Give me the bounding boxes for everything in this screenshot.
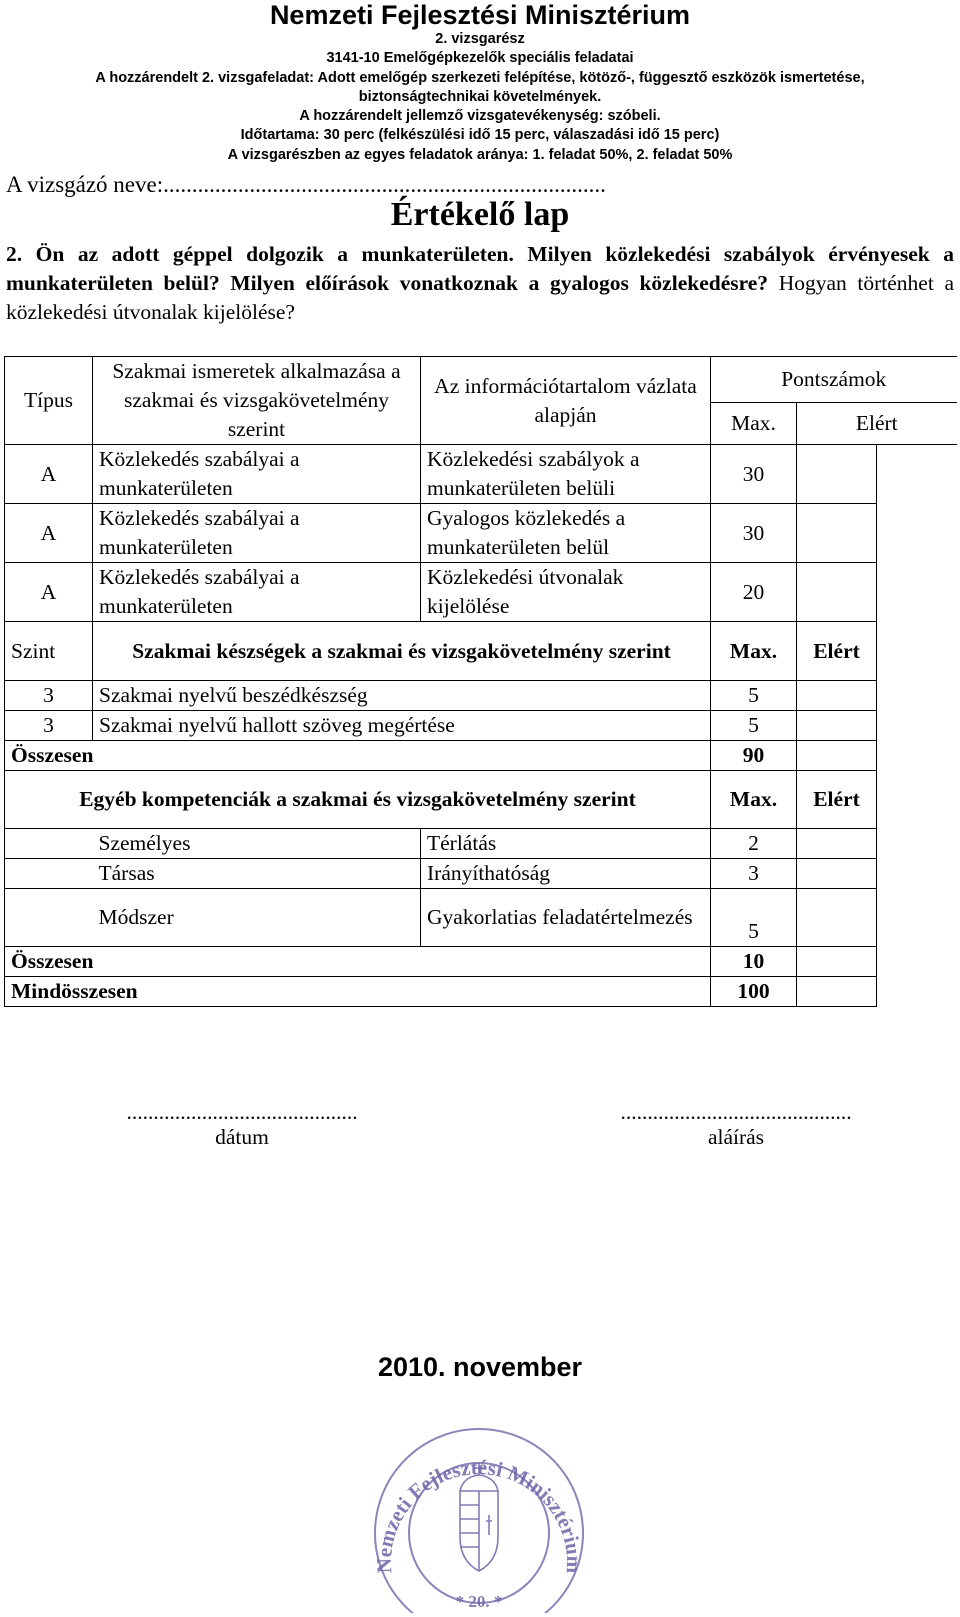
ministry-title: Nemzeti Fejlesztési Minisztérium: [269, 0, 691, 30]
achieved-header: Elért: [797, 771, 877, 829]
ministry-seal-stamp: [368, 1425, 590, 1613]
subtotal-label: Összesen: [5, 947, 711, 977]
subtotal-row: [5, 947, 957, 977]
date-line[interactable]: ...........................................: [126, 1100, 358, 1124]
achieved-score-cell[interactable]: [797, 741, 877, 771]
competence-cell: Térlátás: [421, 829, 711, 859]
table-row: [5, 711, 957, 741]
form-title: Értékelő lap: [390, 196, 570, 233]
competence-header: Egyéb kompetenciák a szakmai és vizsgakövetelmény szerint: [5, 771, 711, 829]
table-row: [5, 859, 957, 889]
seal-ring-text: Nemzeti Fejlesztési Minisztérium: [371, 1455, 587, 1574]
type-header: Típus: [5, 357, 93, 445]
type-cell: A: [5, 445, 93, 504]
table-row: [5, 681, 957, 711]
competence-group-cell: Személyes: [93, 829, 421, 859]
knowledge-header: Szakmai ismeretek alkalmazása a szakmai és vizsgakövetelmény szerint: [93, 357, 421, 445]
achieved-score-cell[interactable]: [797, 977, 877, 1007]
exam-question: [6, 240, 954, 327]
max-score-cell: 20: [711, 563, 797, 622]
header-line: A vizsgarészben az egyes feladatok aránya: 1. feladat 50%, 2. feladat 50%: [227, 146, 733, 163]
achieved-score-cell[interactable]: [797, 947, 877, 977]
max-header: Max.: [711, 771, 797, 829]
skills-header-row: [5, 622, 957, 681]
knowledge-cell: Közlekedés szabályai a munkaterületen: [93, 445, 421, 504]
table-row: [5, 563, 957, 622]
header-line: 3141-10 Emelőgépkezelők speciális feladatai: [326, 50, 634, 67]
level-cell: 3: [5, 711, 93, 741]
header-line: A hozzárendelt 2. vizsgafeladat: Adott emelőgép szerkezeti felépítése, kötöző-, függesztő eszközök ismertetése,: [95, 69, 865, 86]
max-score-cell: 3: [711, 859, 797, 889]
subtotal-label: Összesen: [5, 741, 711, 771]
subtotal-row: [5, 741, 957, 771]
info-cell: Gyalogos közlekedés a munkaterületen belül: [421, 504, 711, 563]
grand-total-value: 100: [711, 977, 797, 1007]
question-normal-text: Hogyan történhet a közlekedési útvonalak kijelölése?: [6, 271, 954, 324]
achieved-score-cell[interactable]: [797, 563, 877, 622]
max-score-cell: 2: [711, 829, 797, 859]
level-header: Szint: [5, 622, 93, 681]
subtotal-value: 10: [711, 947, 797, 977]
achieved-score-cell[interactable]: [797, 711, 877, 741]
info-header: Az információtartalom vázlata alapján: [421, 357, 711, 445]
skill-cell: Szakmai nyelvű beszédkészség: [93, 681, 711, 711]
signature-block: [586, 1100, 886, 1150]
competence-cell: Irányíthatóság: [421, 859, 711, 889]
subtotal-value: 90: [711, 741, 797, 771]
achieved-header: Elért: [797, 403, 957, 445]
competence-group-cell: Módszer: [93, 889, 421, 947]
achieved-score-cell[interactable]: [797, 681, 877, 711]
type-cell: A: [5, 504, 93, 563]
candidate-name-field[interactable]: A vizsgázó neve:.............................................................................: [6, 172, 606, 197]
grand-total-row: [5, 977, 957, 1007]
seal-number: * 20. *: [455, 1592, 503, 1611]
max-score-cell: 5: [711, 711, 797, 741]
question-bold-text: 2. Ön az adott géppel dolgozik a munkaterületen. Milyen közlekedési szabályok érvényesek a munkaterületen belül? Milyen előírások vonatkoznak a gyalogos közlekedésre?: [6, 242, 954, 295]
max-header: Max.: [711, 403, 797, 445]
knowledge-cell: Közlekedés szabályai a munkaterületen: [93, 504, 421, 563]
achieved-header: Elért: [797, 622, 877, 681]
achieved-score-cell[interactable]: [797, 859, 877, 889]
issue-date: 2010. november: [377, 1352, 583, 1382]
header-line: A hozzárendelt jellemző vizsgatevékenység: szóbeli.: [299, 108, 661, 125]
knowledge-cell: Közlekedés szabályai a munkaterületen: [93, 563, 421, 622]
info-cell: Közlekedési útvonalak kijelölése: [421, 563, 711, 622]
competence-group-cell: Társas: [93, 859, 421, 889]
header-line: biztonságtechnikai követelmények.: [358, 88, 602, 105]
info-cell: Közlekedési szabályok a munkaterületen belüli: [421, 445, 711, 504]
scoring-table: [4, 356, 957, 1007]
max-header: Max.: [711, 622, 797, 681]
grand-total-label: Mindösszesen: [5, 977, 711, 1007]
skill-cell: Szakmai nyelvű hallott szöveg megértése: [93, 711, 711, 741]
level-cell: 3: [5, 681, 93, 711]
achieved-score-cell[interactable]: [797, 829, 877, 859]
competence-cell: Gyakorlatias feladatértelmezés: [421, 889, 711, 947]
achieved-score-cell[interactable]: [797, 504, 877, 563]
type-cell: A: [5, 563, 93, 622]
achieved-score-cell[interactable]: [797, 889, 877, 947]
table-row: [5, 829, 957, 859]
date-label: dátum: [215, 1125, 269, 1149]
table-row: [5, 504, 957, 563]
document-header: [0, 0, 960, 165]
date-signature-block: [92, 1100, 392, 1150]
signature-line[interactable]: ...........................................: [620, 1100, 852, 1124]
max-score-cell: 30: [711, 504, 797, 563]
points-header: Pontszámok: [711, 357, 957, 403]
table-row: [5, 889, 957, 947]
competence-header-row: [5, 771, 957, 829]
table-row: [5, 445, 957, 504]
skills-header: Szakmai készségek a szakmai és vizsgakövetelmény szerint: [93, 622, 711, 681]
achieved-score-cell[interactable]: [797, 445, 877, 504]
header-line: 2. vizsgarész: [435, 31, 525, 47]
max-score-cell: 5: [711, 681, 797, 711]
header-line: Időtartama: 30 perc (felkészülési idő 15 perc, válaszadási idő 15 perc): [240, 127, 720, 144]
max-score-cell: 30: [711, 445, 797, 504]
max-score-cell: 5: [711, 889, 797, 947]
signature-label: aláírás: [707, 1125, 765, 1149]
